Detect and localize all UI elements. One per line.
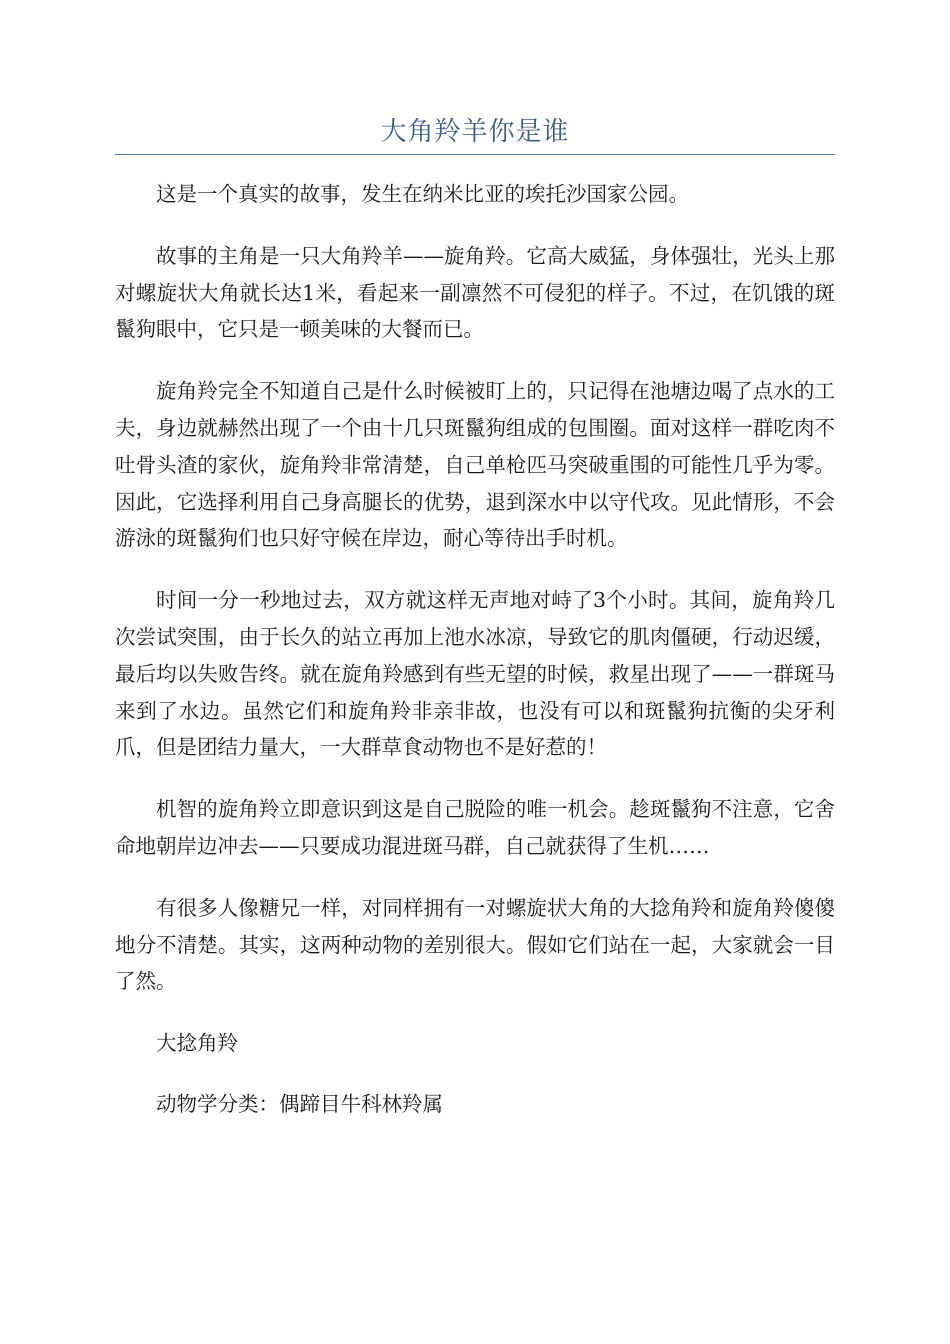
title-underline — [115, 154, 835, 155]
paragraph: 有很多人像糖兄一样，对同样拥有一对螺旋状大角的大捻角羚和旋角羚傻傻地分不清楚。其实，这两种动物的差别很大。假如它们站在一起，大家就会一目了然。 — [115, 895, 835, 994]
paragraph: 旋角羚完全不知道自己是什么时候被盯上的，只记得在池塘边喝了点水的工夫，身边就赫然出现了一个由十几只斑鬣狗组成的包围圈。面对这样一群吃肉不吐骨头渣的家伙，旋角羚非常清楚，自己单枪匹马突破重围的可能性几乎为零。因此，它选择利用自己身高腿长的优势，退到深水中以守代攻。见此情形，不会游泳的斑鬣狗们也只好守候在岸边，耐心等待出手时机。 — [115, 379, 835, 551]
document-body — [115, 176, 835, 1147]
document-page — [115, 0, 835, 1344]
paragraph: 机智的旋角羚立即意识到这是自己脱险的唯一机会。趁斑鬣狗不注意，它舍命地朝岸边冲去——只要成功混进斑马群，自己就获得了生机…… — [115, 797, 835, 858]
paragraph: 故事的主角是一只大角羚羊——旋角羚。它高大威猛，身体强壮，光头上那对螺旋状大角就长达1米，看起来一副凛然不可侵犯的样子。不过，在饥饿的斑鬣狗眼中，它只是一顿美味的大餐而已。 — [115, 243, 835, 342]
subheading: 大捻角羚 — [156, 1031, 238, 1056]
paragraph: 动物学分类：偶蹄目牛科林羚属 — [156, 1091, 443, 1116]
paragraph: 这是一个真实的故事，发生在纳米比亚的埃托沙国家公园。 — [156, 182, 689, 206]
paragraph: 时间一分一秒地过去，双方就这样无声地对峙了3个小时。其间，旋角羚几次尝试突围，由于长久的站立再加上池水冰凉，导致它的肌肉僵硬，行动迟缓，最后均以失败告终。就在旋角羚感到有些无望的时候，救星出现了——一群斑马来到了水边。虽然它们和旋角羚非亲非故，也没有可以和斑鬣狗抗衡的尖牙利爪，但是团结力量大，一大群草食动物也不是好惹的！ — [115, 588, 835, 760]
document-title: 大角羚羊你是谁 — [380, 117, 570, 147]
